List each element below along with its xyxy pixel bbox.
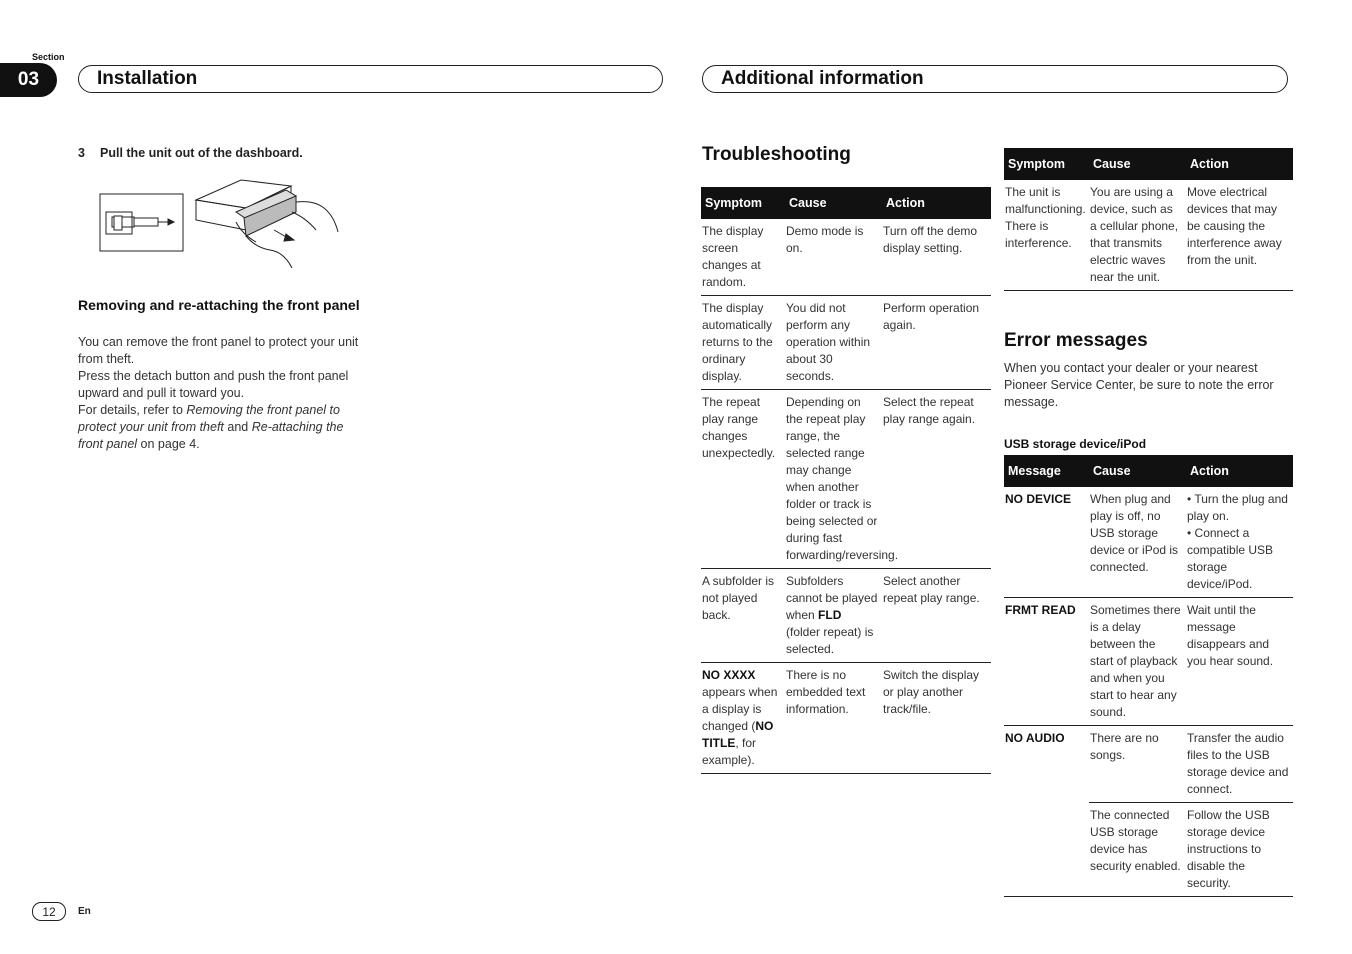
usb-subhead: USB storage device/iPod <box>1004 437 1147 451</box>
error-intro: When you contact your dealer or your nearest Pioneer Service Center, be sure to note the error message. <box>1004 361 1274 409</box>
col-action: Action <box>882 187 991 219</box>
table-row: The connected USB storage device has security enabled. Follow the USB storage device instructions to disable the security. <box>1004 803 1293 897</box>
table-row: The display screen changes at random. Demo mode is on. Turn off the demo display setting. <box>701 219 991 296</box>
page-number: 12 <box>32 902 66 921</box>
section-label: Section <box>32 52 65 62</box>
ref-reattaching-link[interactable]: Re-attaching the front panel <box>78 420 344 451</box>
table-row: The display automatically returns to the ordinary display. You did not perform any operation within about 30 seconds. Perform operation again. <box>701 296 991 390</box>
error-messages-title: Error messages <box>1004 330 1148 351</box>
table-row: NO DEVICE When plug and play is off, no USB storage device or iPod is connected. • Turn the plug and play on. • Connect a compatible USB storage device/iPod. <box>1004 487 1293 598</box>
paragraph-2: Press the detach button and push the front panel upward and pull it toward you. <box>78 369 349 400</box>
paragraph-1: You can remove the front panel to protect your unit from theft. <box>78 335 359 366</box>
troubleshooting-table <box>701 187 991 774</box>
table-row: FRMT READ Sometimes there is a delay between the start of playback and when you start to hear any sound. Wait until the message disappears and you hear sound. <box>1004 598 1293 726</box>
step-number: 3 <box>78 146 85 160</box>
table-row: The unit is malfunctioning. There is interference. You are using a device, such as a cellular phone, that transmits electric waves near the unit. Move electrical devices that may be causing the interference away from the unit. <box>1004 180 1293 291</box>
step-text: Pull the unit out of the dashboard. <box>100 146 303 160</box>
col-symptom: Symptom <box>701 187 785 219</box>
troubleshooting-title: Troubleshooting <box>702 144 851 165</box>
removing-panel-subhead: Removing and re-attaching the front panel <box>78 297 360 313</box>
installation-header: Installation <box>78 65 663 93</box>
paragraph-3: For details, refer to Removing the front panel to protect your unit from theft and Re-attaching the front panel on page 4. <box>78 403 344 451</box>
troubleshooting-table-continued <box>1004 148 1293 291</box>
removing-panel-text <box>78 334 363 453</box>
table-row: NO AUDIO There are no songs. Transfer the audio files to the USB storage device and connect. <box>1004 726 1293 803</box>
table-header-row: Symptom Cause Action <box>1004 148 1293 180</box>
error-messages-table <box>1004 455 1293 897</box>
section-number-badge: 03 <box>0 63 57 97</box>
language-label: En <box>78 906 91 917</box>
table-header-row: Message Cause Action <box>1004 455 1293 487</box>
col-cause: Cause <box>785 187 882 219</box>
unit-removal-illustration <box>96 172 342 272</box>
step-3 <box>78 146 303 160</box>
table-row: NO XXXX appears when a display is changed (NO TITLE, for example). There is no embedded text information. Switch the display or play another track/file. <box>701 663 991 774</box>
ref-removing-link[interactable]: Removing the front panel to protect your unit from theft <box>78 403 340 434</box>
table-header-row <box>701 187 991 219</box>
table-row: A subfolder is not played back. Subfolders cannot be played when FLD (folder repeat) is selected. Select another repeat play range. <box>701 569 991 663</box>
additional-info-header: Additional information <box>702 65 1288 93</box>
table-row: The repeat play range changes unexpectedly. Depending on the repeat play range, the selected range may change when another folder or track is being selected or during fast forwarding/reversing. Select the repeat play range again. <box>701 390 991 569</box>
